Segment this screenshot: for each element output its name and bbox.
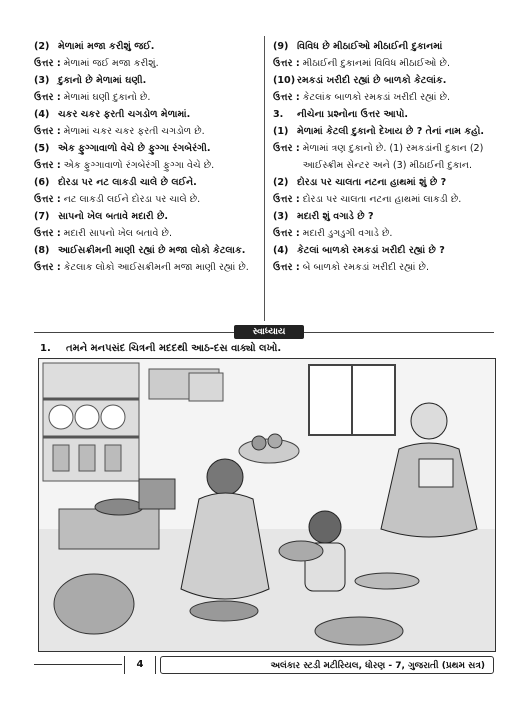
answer-label: ઉત્તર : [273, 92, 300, 103]
question-text: આઈસક્રીમની માણી રહ્યાં છે મજા લોકો કેટલાક. [58, 245, 246, 256]
large-pot [54, 574, 134, 634]
answer-row [273, 140, 499, 174]
question-number: (2) [34, 41, 50, 52]
question-number: (3) [273, 211, 289, 222]
answer-row [34, 89, 256, 106]
question-row [34, 208, 256, 225]
answer-text: બે બાળકો રમકડાં ખરીદી રહ્યાં છે. [302, 262, 430, 273]
answer-label: ઉત્તર : [34, 160, 61, 171]
question-row [273, 72, 499, 89]
answer-row [273, 89, 499, 106]
question-text: મેળામાં મજા કરીશું જઈ. [58, 41, 155, 52]
question-row [34, 140, 256, 157]
counter [59, 509, 159, 549]
basket-of-balls [315, 617, 403, 645]
question-number: (7) [34, 211, 50, 222]
exercise-question [40, 343, 281, 354]
jar-1 [53, 445, 69, 471]
answer-row [34, 259, 256, 276]
plate-2 [75, 405, 99, 429]
answer-text: દોરડા પર ચાલતા નટના હાથમાં લાકડી છે. [302, 194, 462, 205]
answer-label: ઉત્તર : [34, 92, 61, 103]
question-number: 3. [273, 109, 284, 120]
answer-row [273, 191, 499, 208]
question-number: (4) [34, 109, 50, 120]
jar-3 [105, 445, 121, 471]
jar-2 [79, 445, 95, 471]
question-number: (6) [34, 177, 50, 188]
storage-box [139, 479, 175, 509]
answer-label: ઉત્તર : [34, 262, 61, 273]
answer-text: મેળામાં ઘણી દુકાનો છે. [63, 92, 151, 103]
question-row [273, 106, 499, 123]
question-text: સાપનો ખેલ બતાવે મદારી છે. [58, 211, 169, 222]
answer-text: એક ફુગ્ગાવાળો રંગબેરંગી ફુગ્ગા વેચે છે. [63, 160, 215, 171]
answer-label: ઉત્તર : [273, 143, 300, 154]
plate-3 [101, 405, 125, 429]
question-number: (2) [273, 177, 289, 188]
plate-of-dough [355, 573, 419, 589]
question-text: દુકાનો છે મેળામાં ઘણી. [58, 75, 147, 86]
answer-label: ઉત્તર : [34, 194, 61, 205]
answer-row [273, 225, 499, 242]
question-number: (10) [273, 75, 296, 86]
answer-label: ઉત્તર : [273, 58, 300, 69]
answer-label: ઉત્તર : [273, 228, 300, 239]
right-column [273, 38, 499, 276]
page-number: 4 [124, 656, 156, 674]
question-text: ચકર ચકર ફરતી ચગડોળ મેળામાં. [58, 109, 191, 120]
section-label: સ્વાધ્યાય [234, 325, 304, 339]
answer-row [273, 55, 499, 72]
fruit-2 [268, 434, 282, 448]
grandmother-book [419, 459, 453, 487]
answer-row [34, 123, 256, 140]
section-header-bar [34, 325, 494, 339]
answer-text: મેળામાં જઈ મજા કરીશું. [63, 58, 159, 69]
answer-text: નટ લાકડી લઈને દોરડા પર ચાલે છે. [63, 194, 201, 205]
question-row [34, 174, 256, 191]
question-text: દોરડા પર નટ લાકડી ચાલે છે લઈને. [58, 177, 197, 188]
footer-title: અલંકાર સ્ટડી મટીરિયલ, ધોરણ - 7, ગુજરાતી (પ્રથમ સત્ર) [160, 656, 494, 674]
question-row [34, 72, 256, 89]
fruit-1 [252, 436, 266, 450]
answer-text: મીઠાઈની દુકાનમાં વિવિધ મીઠાઈઓ છે. [302, 58, 451, 69]
question-text: કેટલાં બાળકો રમકડાં ખરીદી રહ્યાં છે ? [297, 245, 445, 256]
grandmother-head [411, 403, 447, 439]
question-number: (3) [34, 75, 50, 86]
answer-text: મદારી સાપનો ખેલ બતાવે છે. [63, 228, 173, 239]
kitchen-illustration [38, 358, 496, 652]
woman-head [207, 459, 243, 495]
answer-row [273, 259, 499, 276]
boy-head [309, 511, 341, 543]
question-number: (8) [34, 245, 50, 256]
left-column [34, 38, 256, 276]
plate-1 [49, 405, 73, 429]
question-row [34, 106, 256, 123]
column-divider [264, 36, 265, 321]
bag [279, 541, 323, 561]
question-text: નીચેના પ્રશ્નોના ઉત્તર આપો. [297, 109, 409, 120]
answer-text: મેળામાં ચકર ચકર ફરતી ચગડોળ છે. [63, 126, 205, 137]
answer-row [34, 191, 256, 208]
question-row [34, 38, 256, 55]
question-row [273, 242, 499, 259]
answer-label: ઉત્તર : [34, 58, 61, 69]
page-footer [34, 656, 494, 674]
exercise-number: 1. [40, 343, 51, 354]
answer-text: મદારી ડુગડુગી વગાડે છે. [302, 228, 393, 239]
cooking-pot [95, 499, 143, 515]
question-row [273, 174, 499, 191]
question-number: (5) [34, 143, 50, 154]
question-text: વિવિધ છે મીઠાઈઓ મીઠાઈની દુકાનમાં [297, 41, 443, 52]
question-text: દોરડા પર ચાલતા નટના હાથમાં શું છે ? [297, 177, 447, 188]
question-number: (1) [273, 126, 289, 137]
exercise-text: તમને મનપસંદ ચિત્રની મદદથી આઠ-દસ વાક્યો લખો. [66, 343, 282, 354]
answer-text: કેટલાંક બાળકો રમકડાં ખરીદી રહ્યાં છે. [302, 92, 451, 103]
answer-row [34, 157, 256, 174]
rolling-board [190, 601, 258, 621]
question-text: મદારી શું વગાડે છે ? [297, 211, 374, 222]
question-text: મેળામાં કેટલી દુકાનો દેખાય છે ? તેનાં નામ કહો. [297, 126, 485, 137]
answer-label: ઉત્તર : [273, 262, 300, 273]
question-number: (9) [273, 41, 289, 52]
answer-text: મેળામાં ત્રણ દુકાનો છે. (1) રમકડાંની દુકાન (2) આઈસ્ક્રીમ સેન્ટર અને (3) મીઠાઈની દુકાન. [302, 143, 484, 171]
answer-row [34, 55, 256, 72]
canister-lidded [189, 373, 223, 401]
question-row [273, 208, 499, 225]
footer-rule [34, 664, 122, 665]
question-row [273, 123, 499, 140]
answer-label: ઉત્તર : [34, 126, 61, 137]
question-number: (4) [273, 245, 289, 256]
question-row [34, 242, 256, 259]
question-text: રમકડાં ખરીદી રહ્યાં છે બાળકો કેટલાંક. [297, 75, 447, 86]
answer-text: કેટલાક લોકો આઈસક્રીમની મજા માણી રહ્યાં છે. [63, 262, 249, 273]
question-row [273, 38, 499, 55]
answer-label: ઉત્તર : [273, 194, 300, 205]
answer-label: ઉત્તર : [34, 228, 61, 239]
question-text: એક ફુગ્ગાવાળો વેચે છે ફુગ્ગા રંગબેરંગી. [58, 143, 211, 154]
answer-row [34, 225, 256, 242]
